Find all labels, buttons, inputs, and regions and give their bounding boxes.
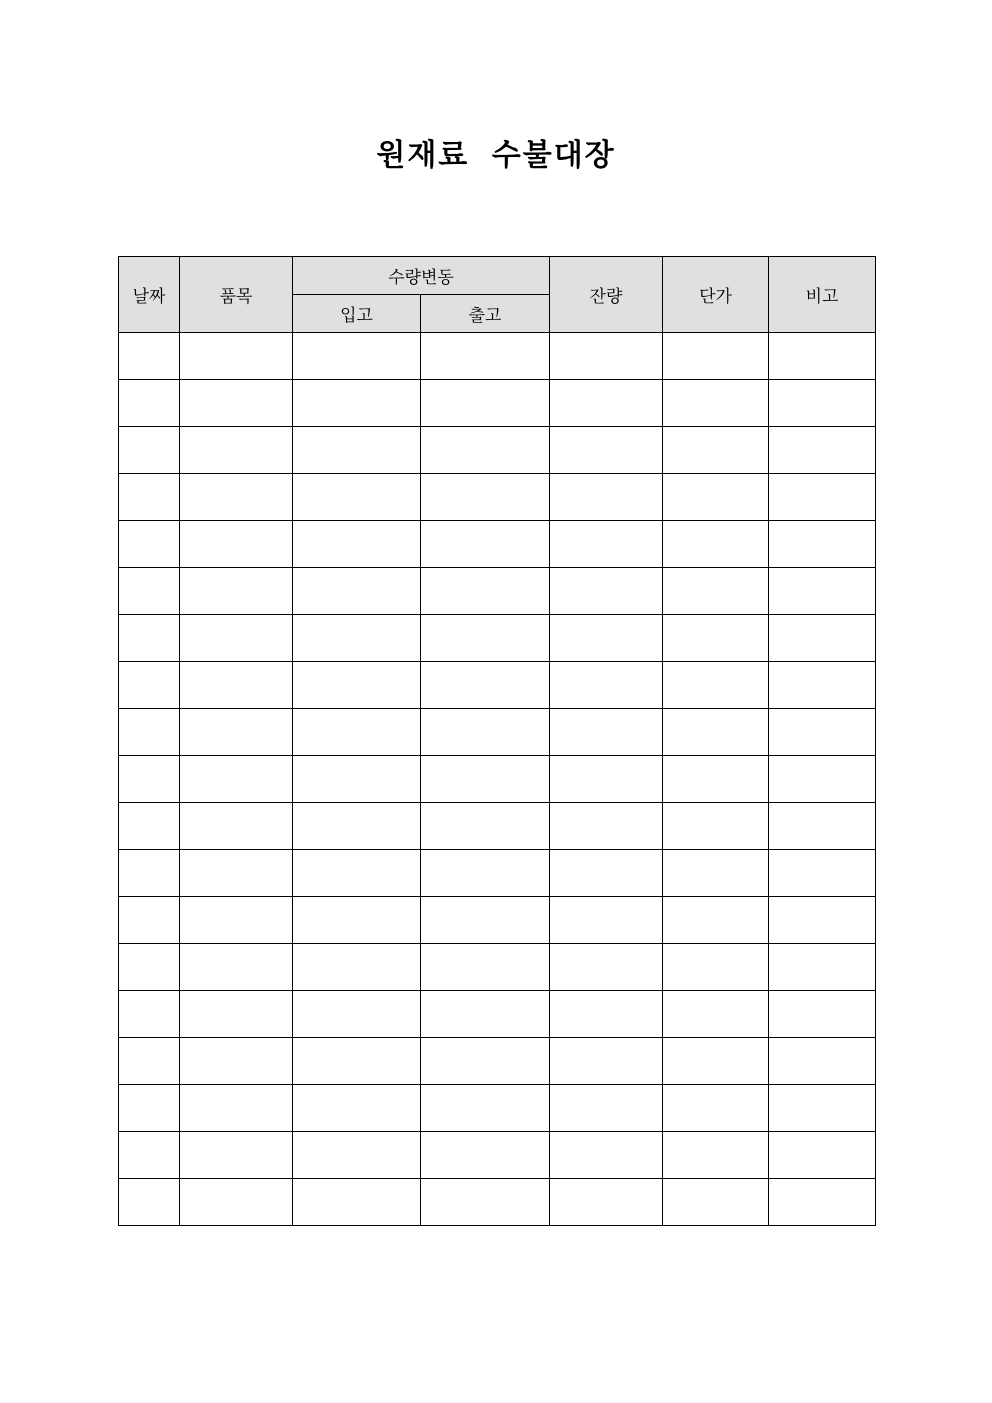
issue-cell[interactable] — [421, 615, 550, 662]
header-receipt: 입고 — [293, 295, 421, 333]
date-cell[interactable] — [119, 991, 180, 1038]
table-row — [119, 803, 876, 850]
unit-price-cell[interactable] — [663, 850, 769, 897]
receipt-cell[interactable] — [293, 380, 421, 427]
balance-cell[interactable] — [550, 427, 663, 474]
issue-cell[interactable] — [421, 1038, 550, 1085]
issue-cell[interactable] — [421, 1085, 550, 1132]
table-row — [119, 333, 876, 380]
unit-price-cell[interactable] — [663, 1179, 769, 1226]
unit-price-cell[interactable] — [663, 709, 769, 756]
item-cell[interactable] — [180, 944, 293, 991]
table-row — [119, 662, 876, 709]
remarks-cell[interactable] — [769, 756, 876, 803]
issue-cell[interactable] — [421, 1179, 550, 1226]
unit-price-cell[interactable] — [663, 427, 769, 474]
unit-price-cell[interactable] — [663, 944, 769, 991]
balance-cell[interactable] — [550, 568, 663, 615]
remarks-cell[interactable] — [769, 991, 876, 1038]
item-cell[interactable] — [180, 1085, 293, 1132]
balance-cell[interactable] — [550, 615, 663, 662]
receipt-cell[interactable] — [293, 991, 421, 1038]
unit-price-cell[interactable] — [663, 897, 769, 944]
ledger-table — [118, 256, 876, 1226]
item-cell[interactable] — [180, 427, 293, 474]
table-row — [119, 427, 876, 474]
item-cell[interactable] — [180, 850, 293, 897]
unit-price-cell[interactable] — [663, 474, 769, 521]
receipt-cell[interactable] — [293, 333, 421, 380]
issue-cell[interactable] — [421, 850, 550, 897]
remarks-cell[interactable] — [769, 1038, 876, 1085]
receipt-cell[interactable] — [293, 756, 421, 803]
remarks-cell[interactable] — [769, 427, 876, 474]
table-row — [119, 1085, 876, 1132]
header-item: 품목 — [180, 257, 293, 333]
remarks-cell[interactable] — [769, 474, 876, 521]
item-cell[interactable] — [180, 615, 293, 662]
header-quantity-change: 수량변동 — [293, 257, 550, 295]
table-row — [119, 568, 876, 615]
table-row — [119, 615, 876, 662]
table-row — [119, 474, 876, 521]
issue-cell[interactable] — [421, 1132, 550, 1179]
date-cell[interactable] — [119, 380, 180, 427]
table-row — [119, 1038, 876, 1085]
remarks-cell[interactable] — [769, 380, 876, 427]
remarks-cell[interactable] — [769, 803, 876, 850]
item-cell[interactable] — [180, 1179, 293, 1226]
balance-cell[interactable] — [550, 1085, 663, 1132]
item-cell[interactable] — [180, 756, 293, 803]
remarks-cell[interactable] — [769, 944, 876, 991]
issue-cell[interactable] — [421, 380, 550, 427]
document-title: 원재료 수불대장 — [376, 138, 616, 173]
receipt-cell[interactable] — [293, 944, 421, 991]
unit-price-cell[interactable] — [663, 756, 769, 803]
issue-cell[interactable] — [421, 991, 550, 1038]
date-cell[interactable] — [119, 1179, 180, 1226]
receipt-cell[interactable] — [293, 615, 421, 662]
balance-cell[interactable] — [550, 803, 663, 850]
item-cell[interactable] — [180, 474, 293, 521]
ledger-body — [119, 333, 876, 1226]
date-cell[interactable] — [119, 474, 180, 521]
balance-cell[interactable] — [550, 756, 663, 803]
table-row — [119, 756, 876, 803]
unit-price-cell[interactable] — [663, 662, 769, 709]
item-cell[interactable] — [180, 897, 293, 944]
table-row — [119, 850, 876, 897]
table-row — [119, 521, 876, 568]
item-cell[interactable] — [180, 568, 293, 615]
unit-price-cell[interactable] — [663, 1132, 769, 1179]
unit-price-cell[interactable] — [663, 521, 769, 568]
remarks-cell[interactable] — [769, 1132, 876, 1179]
table-row — [119, 380, 876, 427]
receipt-cell[interactable] — [293, 1179, 421, 1226]
unit-price-cell[interactable] — [663, 803, 769, 850]
balance-cell[interactable] — [550, 709, 663, 756]
receipt-cell[interactable] — [293, 709, 421, 756]
receipt-cell[interactable] — [293, 803, 421, 850]
issue-cell[interactable] — [421, 521, 550, 568]
balance-cell[interactable] — [550, 1038, 663, 1085]
receipt-cell[interactable] — [293, 1132, 421, 1179]
date-cell[interactable] — [119, 568, 180, 615]
remarks-cell[interactable] — [769, 662, 876, 709]
issue-cell[interactable] — [421, 897, 550, 944]
receipt-cell[interactable] — [293, 474, 421, 521]
date-cell[interactable] — [119, 521, 180, 568]
item-cell[interactable] — [180, 709, 293, 756]
receipt-cell[interactable] — [293, 850, 421, 897]
issue-cell[interactable] — [421, 662, 550, 709]
remarks-cell[interactable] — [769, 333, 876, 380]
item-cell[interactable] — [180, 991, 293, 1038]
balance-cell[interactable] — [550, 944, 663, 991]
item-cell[interactable] — [180, 803, 293, 850]
header-remarks: 비고 — [769, 257, 876, 333]
header-unit-price: 단가 — [663, 257, 769, 333]
unit-price-cell[interactable] — [663, 568, 769, 615]
issue-cell[interactable] — [421, 474, 550, 521]
issue-cell[interactable] — [421, 333, 550, 380]
date-cell[interactable] — [119, 1038, 180, 1085]
remarks-cell[interactable] — [769, 1085, 876, 1132]
issue-cell[interactable] — [421, 944, 550, 991]
balance-cell[interactable] — [550, 897, 663, 944]
issue-cell[interactable] — [421, 568, 550, 615]
item-cell[interactable] — [180, 1132, 293, 1179]
receipt-cell[interactable] — [293, 521, 421, 568]
date-cell[interactable] — [119, 709, 180, 756]
unit-price-cell[interactable] — [663, 991, 769, 1038]
date-cell[interactable] — [119, 662, 180, 709]
date-cell[interactable] — [119, 944, 180, 991]
item-cell[interactable] — [180, 333, 293, 380]
receipt-cell[interactable] — [293, 1038, 421, 1085]
table-row — [119, 709, 876, 756]
unit-price-cell[interactable] — [663, 615, 769, 662]
remarks-cell[interactable] — [769, 1179, 876, 1226]
receipt-cell[interactable] — [293, 568, 421, 615]
item-cell[interactable] — [180, 521, 293, 568]
unit-price-cell[interactable] — [663, 1085, 769, 1132]
item-cell[interactable] — [180, 1038, 293, 1085]
table-row — [119, 944, 876, 991]
issue-cell[interactable] — [421, 756, 550, 803]
balance-cell[interactable] — [550, 1132, 663, 1179]
balance-cell[interactable] — [550, 1179, 663, 1226]
date-cell[interactable] — [119, 615, 180, 662]
receipt-cell[interactable] — [293, 897, 421, 944]
date-cell[interactable] — [119, 897, 180, 944]
balance-cell[interactable] — [550, 521, 663, 568]
remarks-cell[interactable] — [769, 897, 876, 944]
balance-cell[interactable] — [550, 662, 663, 709]
balance-cell[interactable] — [550, 850, 663, 897]
receipt-cell[interactable] — [293, 662, 421, 709]
remarks-cell[interactable] — [769, 850, 876, 897]
date-cell[interactable] — [119, 1132, 180, 1179]
balance-cell[interactable] — [550, 474, 663, 521]
receipt-cell[interactable] — [293, 427, 421, 474]
table-row — [119, 991, 876, 1038]
header-issue: 출고 — [421, 295, 550, 333]
balance-cell[interactable] — [550, 991, 663, 1038]
item-cell[interactable] — [180, 662, 293, 709]
header-date: 날짜 — [119, 257, 180, 333]
item-cell[interactable] — [180, 380, 293, 427]
date-cell[interactable] — [119, 1085, 180, 1132]
table-row — [119, 1132, 876, 1179]
date-cell[interactable] — [119, 333, 180, 380]
remarks-cell[interactable] — [769, 521, 876, 568]
remarks-cell[interactable] — [769, 709, 876, 756]
date-cell[interactable] — [119, 427, 180, 474]
table-row — [119, 897, 876, 944]
receipt-cell[interactable] — [293, 1085, 421, 1132]
date-cell[interactable] — [119, 756, 180, 803]
remarks-cell[interactable] — [769, 568, 876, 615]
unit-price-cell[interactable] — [663, 333, 769, 380]
header-balance: 잔량 — [550, 257, 663, 333]
table-row — [119, 1179, 876, 1226]
unit-price-cell[interactable] — [663, 1038, 769, 1085]
unit-price-cell[interactable] — [663, 380, 769, 427]
date-cell[interactable] — [119, 803, 180, 850]
balance-cell[interactable] — [550, 333, 663, 380]
balance-cell[interactable] — [550, 380, 663, 427]
issue-cell[interactable] — [421, 709, 550, 756]
date-cell[interactable] — [119, 850, 180, 897]
issue-cell[interactable] — [421, 803, 550, 850]
remarks-cell[interactable] — [769, 615, 876, 662]
issue-cell[interactable] — [421, 427, 550, 474]
